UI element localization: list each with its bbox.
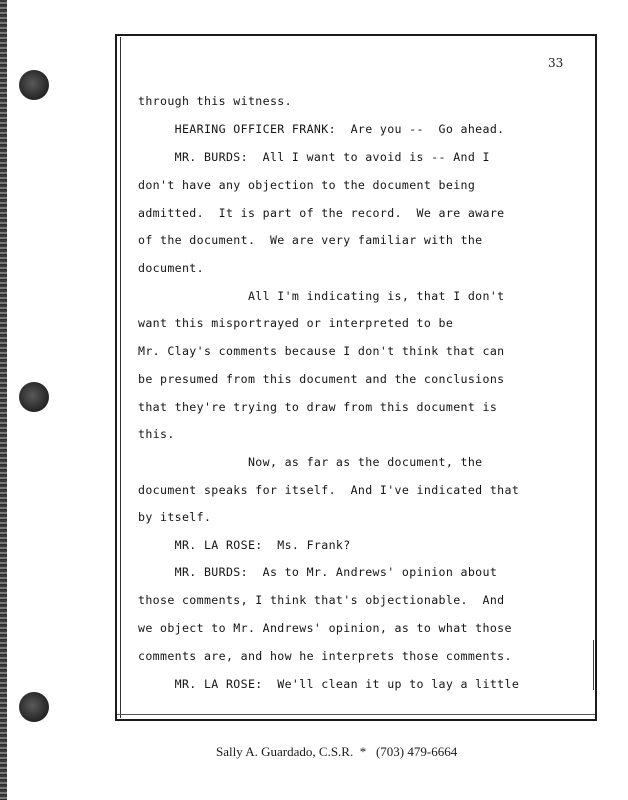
transcript-line-7: document. (138, 261, 204, 275)
transcript-line-22: MR. LA ROSE: We'll clean it up to lay a little (138, 677, 520, 691)
right-margin-mark (593, 640, 594, 690)
transcript-line-3: MR. BURDS: All I want to avoid is -- And I (138, 150, 490, 164)
transcript-line-17: MR. LA ROSE: Ms. Frank? (138, 538, 351, 552)
punch-hole-bottom (19, 692, 49, 722)
transcript-line-4: don't have any objection to the document being (138, 178, 476, 192)
bottom-margin-rule (117, 714, 595, 715)
transcript-line-8: All I'm indicating is, that I don't (138, 289, 505, 303)
left-margin-rule (120, 37, 121, 718)
transcript-line-13: this. (138, 427, 175, 441)
transcript-line-15: document speaks for itself. And I've indicated that (138, 483, 520, 497)
transcript-line-21: comments are, and how he interprets those comments. (138, 649, 512, 663)
transcript-line-19: those comments, I think that's objectionable. And (138, 593, 505, 607)
transcript-line-11: be presumed from this document and the conclusions (138, 372, 505, 386)
transcript-line-9: want this misportrayed or interpreted to be (138, 316, 454, 330)
transcript-line-14: Now, as far as the document, the (138, 455, 483, 469)
transcript-line-5: admitted. It is part of the record. We are aware (138, 206, 505, 220)
punch-hole-top (19, 70, 49, 100)
reporter-footer: Sally A. Guardado, C.S.R. * (703) 479-6664 (216, 744, 458, 759)
transcript-line-2: HEARING OFFICER FRANK: Are you -- Go ahead. (138, 122, 505, 136)
page-number: 33 (548, 56, 564, 70)
transcript-line-12: that they're trying to draw from this document is (138, 400, 498, 414)
transcript-line-10: Mr. Clay's comments because I don't think that can (138, 344, 505, 358)
transcript-line-18: MR. BURDS: As to Mr. Andrews' opinion about (138, 565, 498, 579)
transcript-line-16: by itself. (138, 510, 212, 524)
transcript-line-1: through this witness. (138, 94, 292, 108)
transcript-line-20: we object to Mr. Andrews' opinion, as to what those (138, 621, 512, 635)
scan-left-edge (0, 0, 7, 800)
punch-hole-middle (19, 382, 49, 412)
transcript-line-6: of the document. We are very familiar with the (138, 233, 483, 247)
